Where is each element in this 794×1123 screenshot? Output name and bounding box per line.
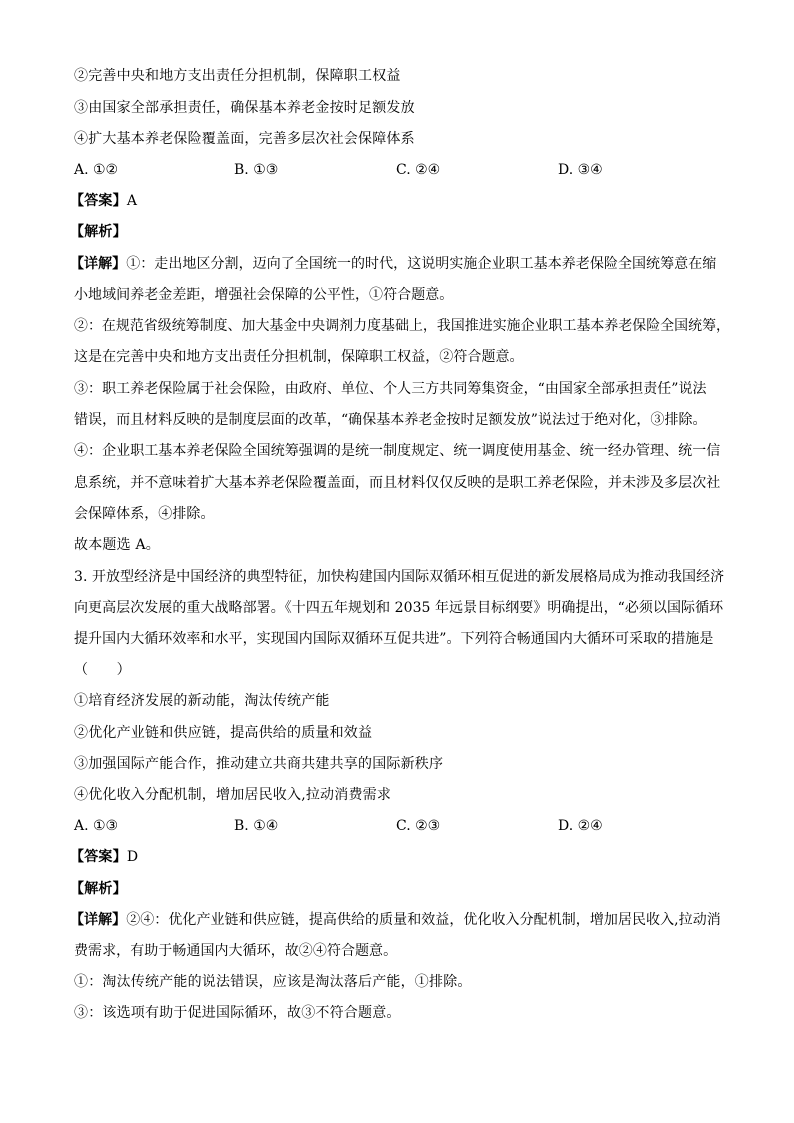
- q2-option-a: A. ①②: [74, 162, 119, 178]
- q3-statement-4: ④优化收入分配机制，增加居民收入,拉动消费需求: [74, 787, 392, 803]
- q2-conclusion: 故本题选 A。: [74, 537, 160, 553]
- q3-option-d: D. ②④: [558, 818, 603, 834]
- q2-detail-1a-text: ①：走出地区分割，迈向了全国统一的时代，这说明实施企业职工基本养老保险全国统筹意在缩: [126, 256, 717, 272]
- q3-detail-3: ③：该选项有助于促进国际循环，故③不符合题意。: [74, 1005, 401, 1021]
- q2-detail-4a: ④：企业职工基本养老保险全国统筹强调的是统一制度规定、统一调度使用基金、统一经办管理、统一信: [74, 443, 721, 459]
- q3-detail-2: ①：淘汰传统产能的说法错误，应该是淘汰落后产能，①排除。: [74, 974, 472, 990]
- q2-detail-2a: ②：在规范省级统筹制度、加大基金中央调剂力度基础上，我国推进实施企业职工基本养老保险全国统筹，: [74, 318, 731, 334]
- q2-option-b: B. ①③: [234, 162, 279, 178]
- q2-detail-1a: [70, 254, 716, 274]
- q2-detail-3a: ③：职工养老保险属于社会保险，由政府、单位、个人三方共同筹集资金，“由国家全部承担责任”说法: [74, 381, 707, 397]
- q3-detail-1a-text: ②④：优化产业链和供应链，提高供给的质量和效益，优化收入分配机制，增加居民收入,拉动消: [126, 912, 721, 928]
- q3-stem-4: （ ）: [74, 662, 131, 678]
- q2-answer-tag: 【答案】: [70, 193, 127, 209]
- q3-analysis-heading: [70, 879, 127, 899]
- q3-option-a: A. ①③: [74, 818, 119, 834]
- q3-answer-value: D: [126, 849, 139, 865]
- q2-options: [74, 160, 730, 180]
- q3-statement-2: ②优化产业链和供应链，提高供给的质量和效益: [74, 725, 373, 741]
- q3-option-c: C. ②③: [396, 818, 441, 834]
- q3-analysis-tag: 【解析】: [70, 881, 127, 897]
- q2-option-d: D. ③④: [558, 162, 603, 178]
- q3-options: [74, 816, 730, 836]
- q2-statement-2: ②完善中央和地方支出责任分担机制，保障职工权益: [74, 68, 401, 84]
- q2-detail-4b: 息系统，并不意味着扩大基本养老保险覆盖面，而且材料仅仅反映的是职工养老保险，并未涉及多层次社: [74, 475, 721, 491]
- q3-option-b: B. ①④: [234, 818, 279, 834]
- q2-answer-value: A: [126, 193, 138, 209]
- q3-statement-3: ③加强国际产能合作，推动建立共商共建共享的国际新秩序: [74, 756, 444, 772]
- q3-detail-1b: 费需求，有助于畅通国内大循环，故②④符合题意。: [74, 943, 398, 959]
- q3-statement-1: ①培育经济发展的新动能，淘汰传统产能: [74, 693, 330, 709]
- q2-statement-4: ④扩大基本养老保险覆盖面，完善多层次社会保障体系: [74, 131, 415, 147]
- q2-detail-1b: 小地域间养老金差距，增强社会保障的公平性，①符合题意。: [74, 287, 454, 303]
- q2-statement-3: ③由国家全部承担责任，确保基本养老金按时足额发放: [74, 100, 415, 116]
- q2-analysis-tag: 【解析】: [70, 224, 127, 240]
- q3-stem-1: 3. 开放型经济是中国经济的典型特征，加快构建国内国际双循环相互促进的新发展格局成为推动我国经济: [74, 569, 725, 585]
- q3-answer-tag: 【答案】: [70, 849, 127, 865]
- q3-detail-tag: 【详解】: [70, 912, 127, 928]
- q2-option-c: C. ②④: [396, 162, 441, 178]
- q3-answer: [70, 847, 138, 867]
- q2-detail-2b: 这是在完善中央和地方支出责任分担机制，保障职工权益，②符合题意。: [74, 349, 524, 365]
- q2-analysis-heading: [70, 222, 127, 242]
- q3-stem-2: 向更高层次发展的重大战略部署。《十四五年规划和 2035 年远景目标纲要》明确提出，“必须以国际循环: [74, 600, 724, 616]
- q3-stem-3: 提升国内大循环效率和水平，实现国内国际双循环互促共进”。下列符合畅通国内大循环可采取的措施是: [74, 631, 714, 647]
- q3-detail-1a: [70, 910, 721, 930]
- q2-detail-4c: 会保障体系，④排除。: [74, 506, 215, 522]
- q2-detail-tag: 【详解】: [70, 256, 127, 272]
- q2-answer: [70, 191, 137, 211]
- q2-detail-3b: 错误，而且材料反映的是制度层面的改革，“确保基本养老金按时足额发放”说法过于绝对化，③排除。: [74, 412, 707, 428]
